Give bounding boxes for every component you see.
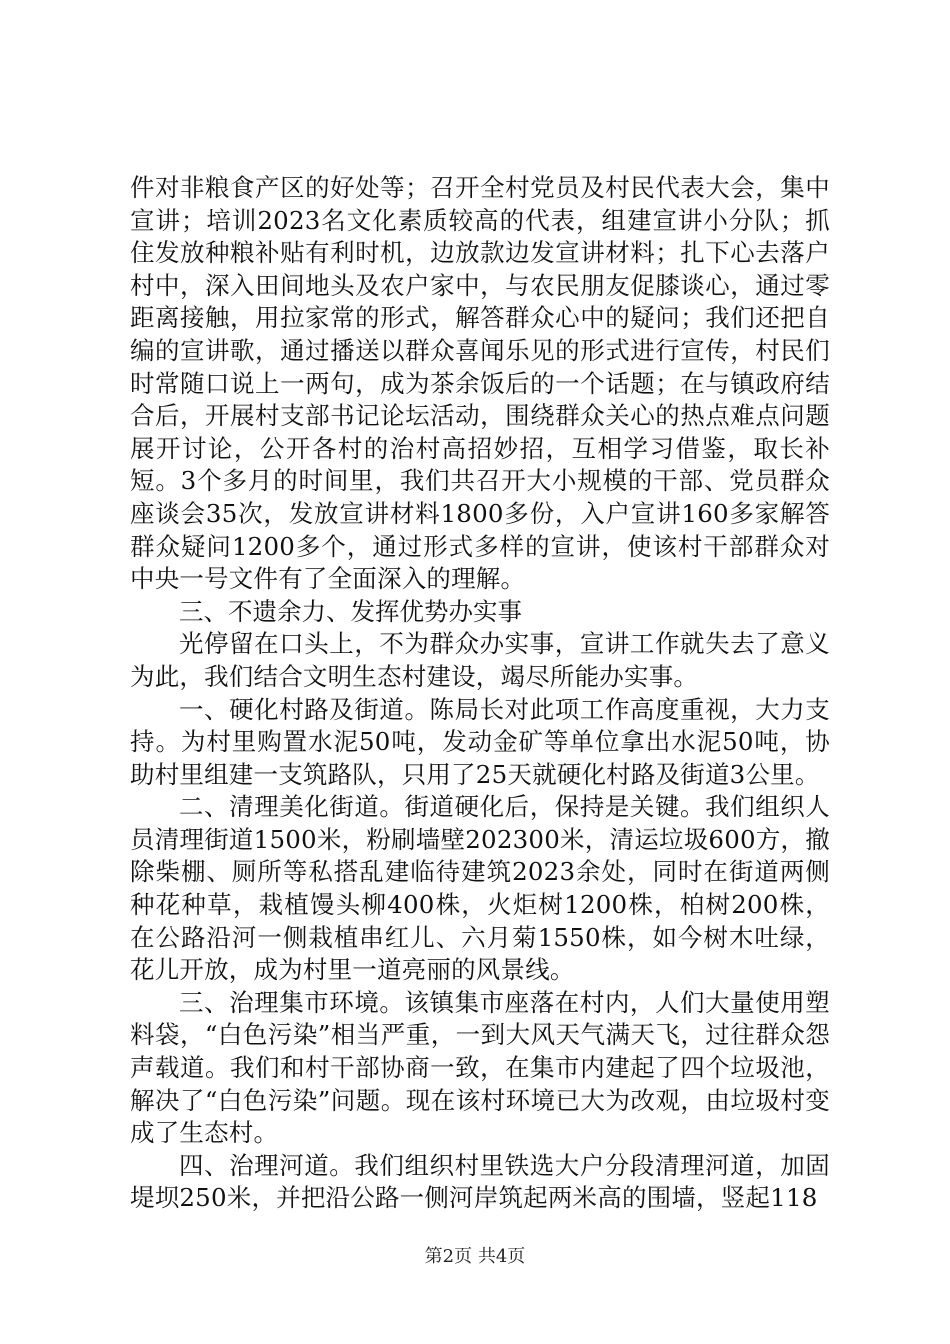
section-heading-3: 三、不遗余力、发挥优势办实事 — [179, 596, 522, 626]
paragraph-item-2: 二、清理美化街道。街道硬化后，保持是关键。我们组织人员清理街道1500米，粉刷墙壁202300米，清运垃圾600方，撤除柴棚、厕所等私搭乱建临待建筑2023余处，同时在街道两侧种花种草，栽植馒头柳400株，火炬树1200株，柏树200株，在公路沿河一侧栽植串红儿、六月菊1550株，如今树木吐绿，花儿开放，成为村里一道亮丽的风景线。 — [130, 792, 830, 985]
paragraph-item-4: 四、治理河道。我们组织村里铁选大户分段清理河道，加固堤坝250米，并把沿公路一侧河岸筑起两米高的围墙，竖起118 — [130, 1150, 830, 1213]
paragraph-item-3: 三、治理集市环境。该镇集市座落在村内，人们大量使用塑料袋，“白色污染”相当严重，一到大风天气满天飞，过往群众怨声载道。我们和村干部协商一致，在集市内建起了四个垃圾池，解决了“白色污染”问题。现在该村环境已大为改观，由垃圾村变成了生态村。 — [130, 987, 830, 1148]
document-body — [130, 172, 830, 1215]
paragraph-continuation: 件对非粮食产区的好处等；召开全村党员及村民代表大会，集中宣讲；培训2023名文化素质较高的代表，组建宣讲小分队；抓住发放种粮补贴有利时机，边放款边发宣讲材料；扎下心去落户村中，深入田间地头及农户家中，与农民朋友促膝谈心，通过零距离接触，用拉家常的形式，解答群众心中的疑问；我们还把自编的宣讲歌，通过播送以群众喜闻乐见的形式进行宣传，村民们时常随口说上一两句，成为茶余饭后的一个话题；在与镇政府结合后，开展村支部书记论坛活动，围绕群众关心的热点难点问题展开讨论，公开各村的治村高招妙招，互相学习借鉴，取长补短。3个多月的时间里，我们共召开大小规模的干部、党员群众座谈会35次，发放宣讲材料1800多份，入户宣讲160多家解答群众疑问1200多个，通过形式多样的宣讲，使该村干部群众对中央一号文件有了全面深入的理解。 — [130, 173, 830, 594]
paragraph-intro: 光停留在口头上，不为群众办实事，宣讲工作就失去了意义为此，我们结合文明生态村建设，竭尽所能办实事。 — [130, 629, 830, 691]
paragraph-item-1: 一、硬化村路及街道。陈局长对此项工作高度重视，大力支持。为村里购置水泥50吨，发动金矿等单位拿出水泥50吨，协助村里组建一支筑路队，只用了25天就硬化村路及街道3公里。 — [130, 694, 830, 789]
page-number: 第2页 共4页 — [424, 1246, 526, 1267]
page-footer — [0, 1246, 950, 1268]
